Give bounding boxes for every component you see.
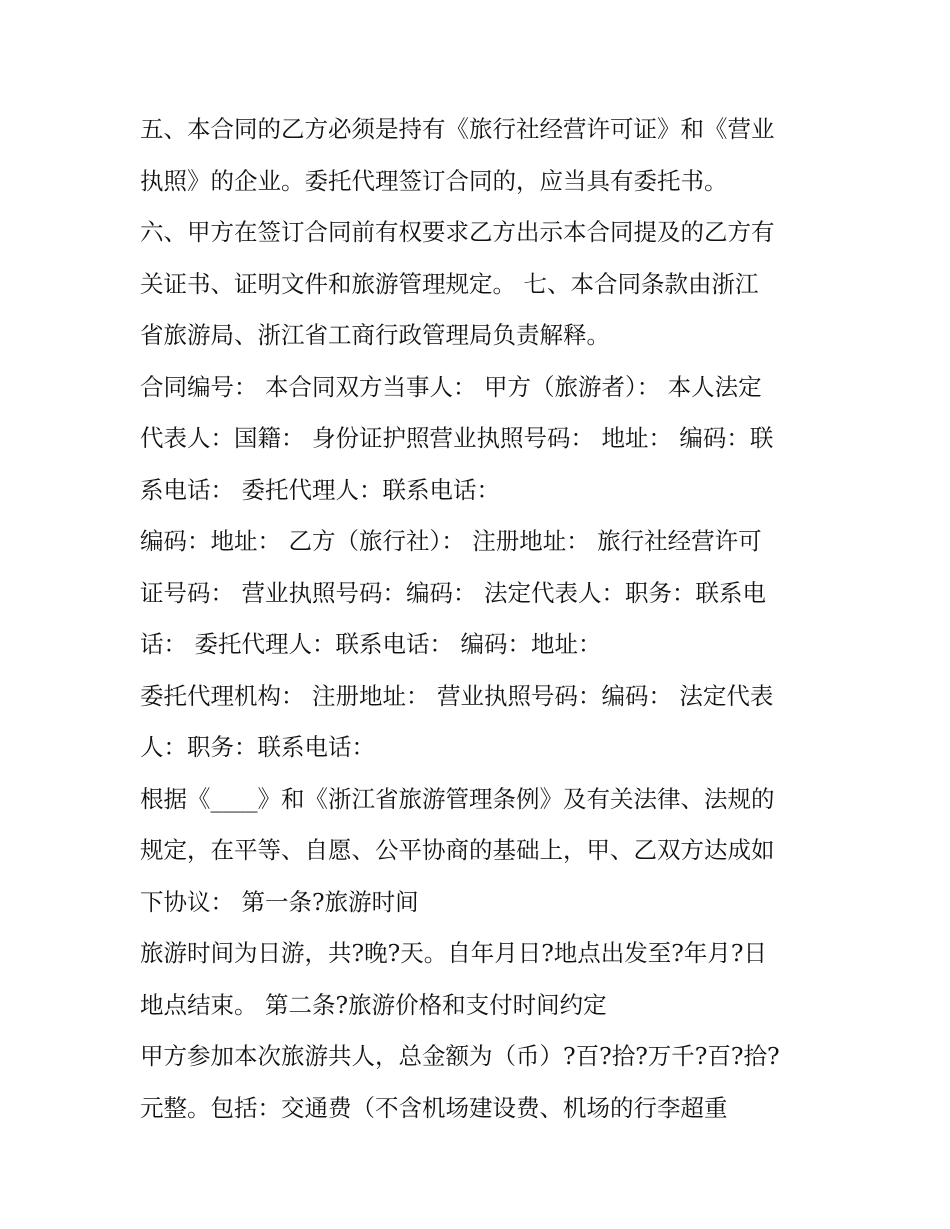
text-line: 六、甲方在签订合同前有权要求乙方出示本合同提及的乙方有: [140, 218, 775, 246]
text-line: 话： 委托代理人：联系电话： 编码：地址：: [140, 630, 602, 658]
text-line: 代表人：国籍： 身份证护照营业执照号码： 地址： 编码：联: [140, 424, 774, 452]
text-line: 下协议： 第一条?旅游时间: [140, 887, 419, 916]
text-line: 五、本合同的乙方必须是持有《旅行社经营许可证》和《营业: [140, 115, 775, 143]
text-line: 根据《____》和《浙江省旅游管理条例》及有关法律、法规的: [140, 784, 775, 813]
text-line: 规定，在平等、自愿、公平协商的基础上，甲、乙双方达成如: [140, 836, 775, 864]
text-line: 执照》的企业。委托代理签订合同的，应当具有委托书。: [140, 166, 728, 195]
text-line: 证号码： 营业执照号码：编码： 法定代表人：职务：联系电: [140, 578, 766, 607]
text-line: 人：职务：联系电话：: [140, 733, 375, 761]
text-line: 省旅游局、浙江省工商行政管理局负责解释。: [140, 321, 610, 349]
text-line: 甲方参加本次旅游共人，总金额为（币）?百?拾?万千?百?拾?: [140, 1042, 780, 1070]
text-line: 地点结束。 第二条?旅游价格和支付时间约定: [140, 990, 607, 1019]
text-line: 合同编号： 本合同双方当事人： 甲方（旅游者）： 本人法定: [140, 372, 762, 401]
contract-text: [140, 104, 830, 1134]
text-line: 委托代理机构： 注册地址： 营业执照号码：编码： 法定代表: [140, 681, 774, 710]
text-line: 元整。包括：交通费（不含机场建设费、机场的行李超重: [140, 1093, 728, 1122]
text-line: 关证书、证明文件和旅游管理规定。 七、本合同条款由浙江: [140, 269, 759, 298]
text-line: 系电话： 委托代理人：联系电话：: [140, 475, 500, 504]
text-line: 旅游时间为日游，共?晚?天。自年月日?地点出发至?年月?日: [140, 939, 767, 967]
text-line: 编码：地址： 乙方（旅行社）： 注册地址： 旅行社经营许可: [140, 527, 762, 555]
